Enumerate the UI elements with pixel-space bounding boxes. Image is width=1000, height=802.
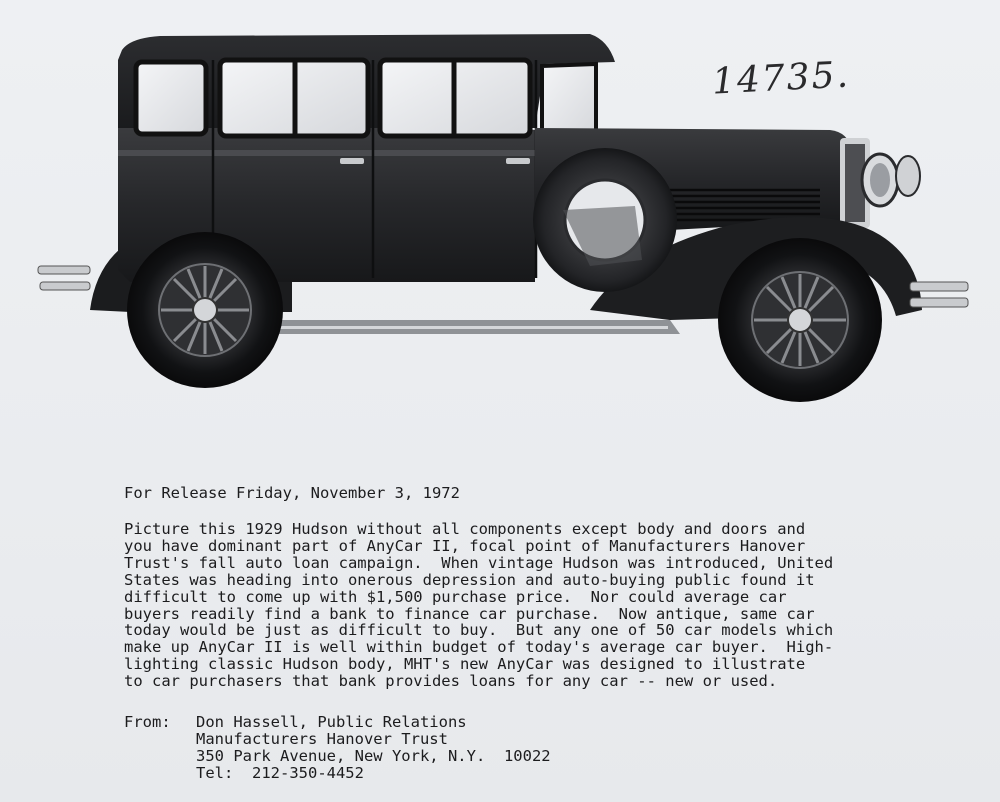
body-line: you have dominant part of AnyCar II, focal point of Manufacturers Hanover — [124, 536, 806, 555]
contact-details — [196, 714, 796, 782]
contact-address: 350 Park Avenue, New York, N.Y. 10022 — [196, 747, 551, 765]
body-line: difficult to come up with $1,500 purchase price. Nor could average car — [124, 587, 787, 606]
contact-phone: Tel: 212-350-4452 — [196, 764, 364, 782]
body-line: lighting classic Hudson body, MHT's new AnyCar was designed to illustrate — [124, 655, 806, 674]
release-date-line: For Release Friday, November 3, 1972 — [124, 484, 460, 502]
body-line: States was heading into onerous depression and auto-buying public found it — [124, 570, 815, 589]
body-line: make up AnyCar II is well within budget of today's average car buyer. High- — [124, 638, 834, 657]
body-line: buyers readily find a bank to finance car purchase. Now antique, same car — [124, 604, 815, 623]
body-line: to car purchasers that bank provides loans for any car -- new or used. — [124, 672, 778, 691]
body-line: Trust's fall auto loan campaign. When vintage Hudson was introduced, United — [124, 553, 834, 572]
body-line: Picture this 1929 Hudson without all components except body and doors and — [124, 520, 806, 538]
contact-organization: Manufacturers Hanover Trust — [196, 730, 448, 748]
body-line: today would be just as difficult to buy. But any one of 50 car models which — [124, 621, 834, 640]
from-label: From: — [124, 713, 171, 731]
press-release-body — [124, 521, 914, 690]
contact-name: Don Hassell, Public Relations — [196, 713, 467, 731]
handwritten-catalog-number: 14735. — [711, 54, 851, 103]
